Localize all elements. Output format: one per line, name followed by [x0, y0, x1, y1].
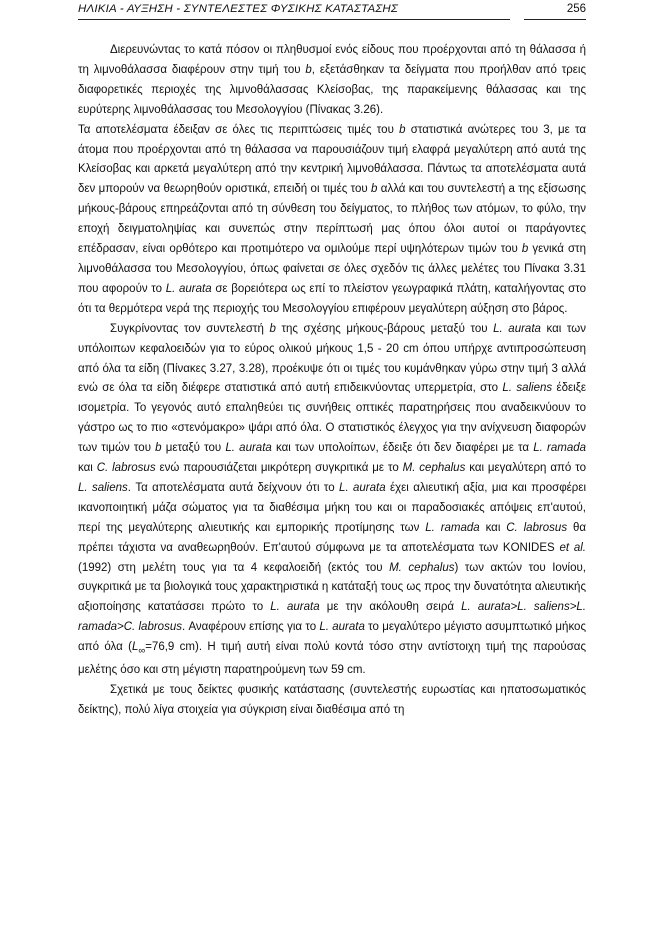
- species-name: L. aurata: [319, 621, 365, 634]
- species-ranking: L. aurata>L. saliens>L. ramada>C. labrosus: [78, 601, 586, 634]
- species-name: L. aurata: [339, 481, 386, 494]
- text-run: και: [78, 462, 97, 475]
- header-rule-gap: [510, 16, 524, 22]
- text-run: γενικά στη λιμνοθάλασσα του Μεσολογγίου, όπως φαίνεται σε όλες σχεδόν τις άλλες μελέτες του Πίνακα 3.31 που αφορούν το: [78, 243, 586, 295]
- italic-run: et al.: [559, 541, 586, 554]
- text-run: και: [479, 521, 507, 534]
- species-name: M. cephalus: [389, 561, 455, 574]
- italic-run: b: [155, 442, 162, 455]
- text-run: και των υπόλοιπων κεφαλοειδών για το εύρος ολικού μήκους 1,5 - 20 cm όπου υπήρχε αντιπροσώπευση από όλα τα είδη (Πίνακες 3.27, 3.28), προέκυψε ότι οι τιμές του κυμάνθηκαν γύρω στην τιμή 3 αλλά ενώ σε όλα τα είδη διέφερε στατιστικά από αυτή επιδεικνύοντας υπερμετρία, στο: [78, 322, 586, 395]
- italic-run: L: [131, 641, 139, 654]
- text-run: στατιστικά ανώτερες του 3, με τα άτομα που προέρχονται από τη θάλασσα να παρουσιάζουν τιμή ελαφρά μεγαλύτερη από αυτά της Κλείσοβας και αρκετά μεγαλύτερη από την κεντρική λιμνοθάλασσα. Πάντως τα αποτελέσματα αυτά δεν μπορούν να θεωρηθούν οριστικά, επειδή οι τιμές του: [78, 123, 586, 196]
- text-run: . Αναφέρουν επίσης για το: [181, 621, 320, 634]
- species-name: C. labrosus: [506, 521, 568, 534]
- paragraph-1: [78, 41, 586, 121]
- text-run: Τα αποτελέσματα έδειξαν σε όλες τις περιπτώσεις τιμές του: [78, 123, 400, 136]
- species-name: L. saliens: [502, 382, 553, 395]
- species-name: L. aurata: [165, 282, 212, 295]
- species-name: L. ramada: [425, 521, 480, 534]
- text-run: . Τα αποτελέσματα αυτά δείχνουν ότι το: [127, 481, 340, 494]
- text-run: το μεγαλύτερο μέγιστο ασυμπτωτικό μήκος από όλα (: [78, 621, 586, 654]
- species-name: L. aurata: [493, 322, 541, 335]
- species-name: L. aurata: [270, 601, 320, 614]
- running-header: [78, 3, 586, 20]
- text-run: της σχέσης μήκους-βάρους μεταξύ του: [275, 322, 494, 335]
- paragraph-4: [78, 681, 586, 721]
- page-number: 256: [566, 3, 586, 15]
- italic-run: b: [521, 243, 529, 256]
- italic-run: b: [269, 322, 276, 335]
- text-run: αλλά και του συντελεστή a της εξίσωσης μήκους-βάρους επηρεάζονται από τη σύνθεση του δείγματος, το πλήθος των ατόμων, το φύλο, την εποχή δειγματοληψίας και συνεπώς στην περίπτωσή μας όπου όλοι αυτοί οι παράγοντες επέδρασαν, είναι ορθότερο και προτιμότερο να ομιλούμε περί υψηλότερων τιμών του: [78, 183, 587, 256]
- text-run: έχει αλιευτική αξία, μια και προσφέρει ικανοποιητική μάζα σώματος για τα διαθέσιμα μήκη του και οι παραδοσιακές απόψεις επ'αυτού, περί της μεγαλύτερης αλιευτικής και εμπορικής προτίμησης των: [78, 481, 587, 534]
- species-name: M. cephalus: [402, 462, 466, 475]
- text-run: σε βορειότερα ως επί το πλείστον γεωγραφικά πλάτη, καταλήγοντας στο ότι τα θερμότερα νερά της περιοχής του Μεσολογγίου επιφέρουν μεγαλύτερη αύξηση στο βάρος.: [78, 282, 586, 315]
- text-run: έδειξε ισομετρία. Το γεγονός αυτό επαληθεύει τις συνήθεις οπτικές παρατηρήσεις που αναδεικνύουν το γάστρο ως το πιο «στενόμακρο» ψάρι από όλα. Ο στατιστικός έλεγχος για την ανίχνευση διαφορών των τιμών του: [78, 382, 586, 455]
- text-run: θα πρέπει τάχιστα να αναθεωρηθούν. Επ'αυτού σύμφωνα με τα αποτελέσματα των KONIDES: [78, 521, 587, 554]
- paragraph-3: [78, 320, 586, 682]
- italic-run: b: [399, 123, 406, 136]
- text-run: ) των ακτών του Ιονίου, συγκριτικά με τα βιολογικά τους χαρακτηριστικά η κατάταξή τους ως προς την δυνατότητα αλιευτικής αξιοποίησης κατατάσσει πρώτο το: [78, 561, 586, 614]
- text-run: με την ακόλουθη σειρά: [319, 601, 462, 614]
- italic-run: b: [305, 63, 312, 76]
- text-run: , εξετάσθηκαν τα δείγματα που προήλθαν από τρεις διαφορετικές περιοχές της λιμνοθάλασσας Κλείσοβας, της παρακείμενης θάλασσας και της ευρύτερης λιμνοθάλασσας του Μεσολογγίου (Πίνακας 3.26).: [78, 63, 587, 116]
- body-text: [78, 41, 586, 721]
- text-run: ενώ παρουσιάζεται μικρότερη συγκριτικά με το: [155, 462, 403, 475]
- subscript-infinity: ∞: [138, 645, 146, 657]
- species-name: L. aurata: [225, 442, 272, 455]
- species-name: L. ramada: [533, 442, 587, 455]
- text-run: (1992) στη μελέτη τους για τα 4 κεφαλοειδή (εκτός του: [78, 561, 390, 574]
- text-run: και των υπολοίπων, έδειξε ότι δεν διαφέρει με τα: [271, 442, 534, 455]
- text-run: και μεγαλύτερη από το: [465, 462, 586, 475]
- text-run: μεταξύ του: [161, 442, 226, 455]
- text-run: =76,9 cm). Η τιμή αυτή είναι πολύ κοντά τόσο στην αντίστοιχη τιμή της παρούσας μελέτης όσο και στη μέγιστη παρατηρούμενη των 59 cm.: [78, 641, 586, 677]
- header-title: ΗΛΙΚΙΑ - ΑΥΞΗΣΗ - ΣΥΝΤΕΛΕΣΤΕΣ ΦΥΣΙΚΗΣ ΚΑΤΑΣΤΑΣΗΣ: [78, 3, 399, 15]
- paragraph-2: [78, 121, 586, 320]
- species-name: L. saliens: [78, 481, 128, 494]
- text-run: Διερευνώντας το κατά πόσον οι πληθυσμοί ενός είδους που προέρχονται από τη θάλασσα ή τη λιμνοθάλασσα διαφέρουν στην τιμή του: [78, 44, 586, 76]
- text-run: Συγκρίνοντας τον συντελεστή: [110, 322, 270, 335]
- species-name: C. labrosus: [96, 462, 156, 475]
- text-run: Σχετικά με τους δείκτες φυσικής κατάστασης (συντελεστής ευρωστίας και ηπατοσωματικός δείκτης), πολύ λίγα στοιχεία για σύγκριση είναι διαθέσιμα από τη: [78, 684, 586, 717]
- italic-run: b: [371, 183, 378, 196]
